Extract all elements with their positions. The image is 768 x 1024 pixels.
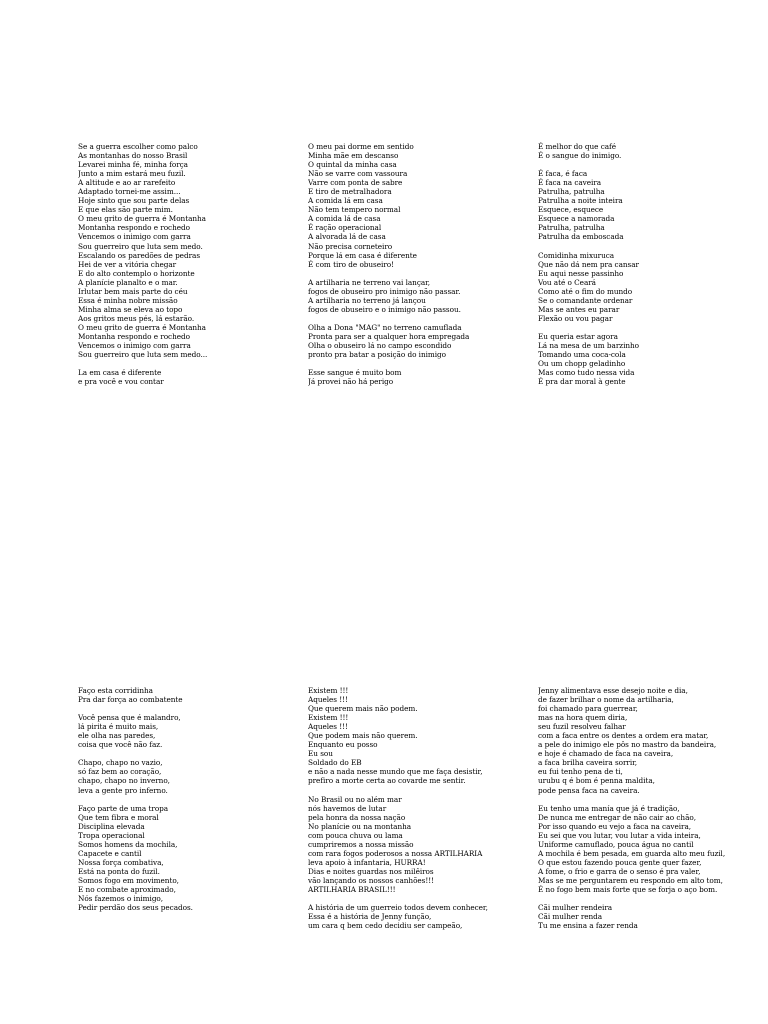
blank-line — [538, 242, 639, 251]
text-line: Somos homens da mochila, — [78, 839, 178, 849]
text-line: Está na ponta do fuzil. — [78, 866, 160, 876]
text-line: Escalando os paredões de pedras — [78, 250, 201, 260]
text-line: Mas se me perguntarem eu respondo em alto tom, — [538, 875, 723, 885]
text-line: prefiro a morte certa ao covarde me sentir. — [308, 776, 466, 786]
text-line: Se a guerra escolher como palco — [78, 142, 198, 151]
text-line: O que estou fazendo pouca gente quer fazer, — [538, 857, 702, 867]
text-line: ele olha nas paredes, — [78, 731, 156, 741]
text-line: um cara q bem cedo decidiu ser campeão, — [308, 921, 463, 931]
text-line: É com tiro de obuseiro! — [308, 259, 394, 269]
text-line: Jenny alimentava esse desejo noite e dia, — [538, 686, 688, 695]
text-line: É faca na caveira — [538, 178, 602, 188]
text-line: Olha o obuseiro lá no campo escondido — [308, 341, 452, 351]
text-line: A mochila é bem pesada, em guarda alto meu fuzil, — [538, 848, 726, 858]
text-line: Flexão ou vou pagar — [538, 313, 613, 323]
text-line: Minha mãe em descanso — [308, 151, 399, 161]
blank-line — [538, 894, 725, 903]
text-line: O quintal da minha casa — [308, 160, 397, 170]
text-line: Faço esta corridinha — [78, 686, 153, 695]
text-line: Uniforme camuflado, pouca água no cantil — [538, 839, 694, 849]
blank-line — [308, 786, 488, 795]
blank-line — [308, 894, 488, 903]
text-line: Porque lá em casa é diferente — [308, 250, 417, 260]
text-line: Esse sangue é muito bom — [308, 368, 402, 378]
text-line: urubu q é bom é penna maldita, — [538, 776, 655, 786]
text-line: E no combate aproximado, — [78, 885, 176, 895]
text-line: Você pensa que é malandro, — [78, 713, 181, 723]
text-line: Esquece a namorada — [538, 214, 615, 224]
text-line: vão lançando os nossos canhões!!! — [308, 875, 435, 885]
text-line: De nunca me entregar de não cair ao chão, — [538, 812, 696, 822]
text-line: A comida lá de casa — [308, 214, 381, 224]
text-line: Sou guerreiro que luta sem medo... — [78, 350, 208, 360]
text-line: A artilharia ne terreno vai lançar, — [308, 277, 431, 287]
text-line: Cãi mulher rendeira — [538, 903, 613, 913]
text-line: O meu pai dorme em sentido — [308, 142, 414, 151]
text-line: E do alto contemplo o horizonte — [78, 268, 195, 278]
text-line: e hoje é chamado de faca na caveira, — [538, 749, 674, 759]
text-line: Patrulha, patrulha — [538, 223, 605, 233]
blank-line — [538, 323, 639, 332]
text-line: No Brasil ou no além mar — [308, 794, 402, 804]
text-line: leva apoio à infantaria, HURRA! — [308, 857, 426, 867]
text-line: Se o comandante ordenar — [538, 295, 633, 305]
text-line: A planície planalto e o mar. — [78, 277, 178, 287]
text-line: É no fogo bem mais forte que se forja o aço bom. — [538, 885, 718, 895]
text-line: Essa é minha nobre missão — [78, 295, 178, 305]
text-line: Hoje sinto que sou parte delas — [78, 196, 190, 206]
text-line: Existem !!! — [308, 686, 349, 695]
text-line: A altitude e ao ar rarefeito — [78, 178, 176, 188]
text-line: foi chamado para guerrear, — [538, 704, 638, 714]
text-line: Que querem mais não podem. — [308, 704, 418, 714]
text-line: eu fui tenho pena de ti, — [538, 767, 623, 777]
text-line: fogos de obuseiro e o inimigo não passou. — [308, 304, 461, 314]
blank-line — [308, 269, 469, 278]
text-column-6 — [538, 686, 725, 930]
text-line: a pele do inimigo ele pôs no mastro da bandeira, — [538, 740, 717, 750]
text-line: É melhor do que café — [538, 142, 616, 151]
blank-line — [78, 795, 193, 804]
text-line: Disciplina elevada — [78, 821, 145, 831]
text-line: Minha alma se eleva ao topo — [78, 304, 183, 314]
text-line: É o sangue do inimigo. — [538, 151, 622, 161]
blank-line — [78, 749, 193, 758]
text-line: Chapo, chapo no vazio, — [78, 758, 163, 768]
text-line: O meu grito de guerra é Montanha — [78, 322, 206, 332]
text-line: Varre com ponta de sabre — [308, 178, 403, 188]
blank-line — [78, 704, 193, 713]
text-line: Irlutar bem mais parte do céu — [78, 286, 188, 296]
text-line: Hei de ver a vitória chegar — [78, 259, 177, 269]
text-line: E que elas são parte mim. — [78, 205, 173, 215]
text-line: Patrulha da emboscada — [538, 232, 624, 242]
text-line: Eu tenho uma manía que já é tradição, — [538, 803, 680, 813]
text-line: La em casa é diferente — [78, 368, 162, 378]
text-line: Sou guerreiro que luta sem medo. — [78, 241, 203, 251]
blank-line — [308, 314, 469, 323]
text-line: É pra dar moral à gente — [538, 377, 626, 387]
text-line: Tomando uma coca-cola — [538, 350, 626, 360]
blank-line — [538, 795, 725, 804]
text-line: Montanha respondo e rochedo — [78, 331, 190, 341]
text-line: Eu aqui nesse passinho — [538, 268, 624, 278]
text-line: Por isso quando eu vejo a faca na caveira, — [538, 821, 692, 831]
text-line: Pedir perdão dos seus pecados. — [78, 903, 193, 913]
text-line: Olha a Dona "MAG" no terreno camuflada — [308, 322, 462, 332]
text-line: leva a gente pro inferno. — [78, 785, 168, 795]
text-line: Essa é a história de Jenny função, — [308, 912, 432, 922]
text-line: Que podem mais não querem. — [308, 731, 418, 741]
text-line: mas na hora quem diria, — [538, 713, 628, 723]
text-line: seu fuzil resolveu falhar — [538, 722, 626, 732]
text-line: e pra você e vou contar — [78, 377, 164, 387]
text-line: A fome, o frio e garra de o senso é pra valer, — [538, 866, 701, 876]
text-line: pronto pra batar a posição do inimigo — [308, 350, 447, 360]
text-line: A comida lá em casa — [308, 196, 383, 206]
text-line: E tiro de metralhadora — [308, 187, 392, 197]
text-line: As montanhas do nosso Brasil — [78, 151, 188, 161]
blank-line — [78, 359, 207, 368]
text-column-2 — [308, 142, 469, 386]
text-line: Vencemos o inimigo com garra — [78, 232, 191, 242]
text-line: Mas como tudo nessa vida — [538, 368, 635, 378]
text-line: Não precisa corneteiro — [308, 241, 393, 251]
text-column-1 — [78, 142, 207, 386]
text-line: Aqueles !!! — [308, 695, 348, 705]
text-line: Somos fogo em movimento, — [78, 875, 179, 885]
blank-line — [538, 160, 639, 169]
text-line: Eu queria estar agora — [538, 331, 618, 341]
text-line: Adaptado tornei-me assim... — [78, 187, 181, 197]
text-line: Dias e noites guardas nos milêiros — [308, 866, 434, 876]
text-line: Patrulha, patrulha — [538, 187, 605, 197]
text-line: cumpriremos a nossa missão — [308, 839, 414, 849]
text-line: O meu grito de guerra é Montanha — [78, 214, 206, 224]
text-line: com pouca chuva ou lama — [308, 830, 403, 840]
text-line: Eu sei que vou lutar, vou lutar a vida inteira, — [538, 830, 701, 840]
text-line: Tropa operacional — [78, 830, 145, 840]
text-line: Montanha respondo e rochedo — [78, 223, 190, 233]
text-line: a faca brilha caveira sorrir, — [538, 758, 638, 768]
text-line: A artilharia no terreno já lançou — [308, 295, 426, 305]
text-line: com a faca entre os dentes a ordem era matar, — [538, 731, 709, 741]
text-line: fogos de obuseiro pro inimigo não passar. — [308, 286, 461, 296]
text-line: Não se varre com vassoura — [308, 169, 408, 179]
text-line: lá pirita é muito mais, — [78, 722, 159, 732]
text-column-5 — [308, 686, 488, 930]
text-line: Mas se antes eu parar — [538, 304, 620, 314]
text-line: Patrulha a noite inteira — [538, 196, 623, 206]
text-line: É faca, é faca — [538, 169, 588, 179]
text-line: Aos gritos meus pés, lá estarão. — [78, 313, 195, 323]
blank-line — [308, 359, 469, 368]
text-line: Já provei não há perigo — [308, 377, 394, 387]
text-line: Ou um chopp geladinho — [538, 359, 626, 369]
text-line: ARTILHARIA BRASIL!!! — [308, 885, 396, 895]
text-line: Que não dá nem pra cansar — [538, 259, 639, 269]
text-line: A alvorada lá de casa — [308, 232, 386, 242]
text-line: Levarei minha fé, minha força — [78, 160, 188, 170]
text-line: Não tem tempero normal — [308, 205, 401, 215]
text-line: Cãi mulher renda — [538, 912, 603, 922]
text-line: só faz bem ao coração, — [78, 767, 162, 777]
text-column-3 — [538, 142, 639, 386]
text-line: A história de um guerreio todos devem conhecer, — [308, 903, 488, 913]
text-line: Esquece, esquece — [538, 205, 604, 215]
text-line: Capacete e cantil — [78, 848, 142, 858]
text-line: chapo, chapo no inverno, — [78, 776, 170, 786]
text-line: Nossa força combativa, — [78, 857, 164, 867]
text-line: Enquanto eu posso — [308, 740, 378, 750]
text-line: Faço parte de uma tropa — [78, 803, 169, 813]
text-line: Vencemos o inimigo com garra — [78, 341, 191, 351]
text-line: nós havemos de lutar — [308, 803, 387, 813]
text-line: Lá na mesa de um barzinho — [538, 341, 640, 351]
text-line: e não a nada nesse mundo que me faça desistir, — [308, 767, 483, 777]
text-line: Pra dar força ao combatente — [78, 695, 183, 705]
text-line: É ração operacional — [308, 223, 382, 233]
text-line: Vou até o Ceará — [538, 277, 596, 287]
text-line: pela honra da nossa nação — [308, 812, 406, 822]
text-line: Soldado do EB — [308, 758, 362, 768]
text-line: Existem !!! — [308, 713, 349, 723]
text-line: com rara fogos poderosos a nossa ARTILHARIA — [308, 848, 483, 858]
text-line: Comidinha mixuruca — [538, 250, 615, 260]
text-line: Pronta para ser a qualquer hora empregada — [308, 331, 470, 341]
text-line: Junto a mim estará meu fuzil. — [78, 169, 186, 179]
text-line: Como até o fim do mundo — [538, 286, 633, 296]
text-line: de fazer brilhar o nome da artilharia, — [538, 695, 674, 705]
text-line: Aqueles !!! — [308, 722, 348, 732]
text-column-4 — [78, 686, 193, 912]
text-line: Eu sou — [308, 749, 333, 759]
text-line: pode pensa faca na caveira. — [538, 785, 640, 795]
text-line: Que tem fibra e moral — [78, 812, 159, 822]
text-line: No planície ou na montanha — [308, 821, 412, 831]
text-line: Nós fazemos o inimigo, — [78, 894, 164, 904]
text-line: coisa que você não faz. — [78, 740, 163, 750]
text-line: Tu me ensina a fazer renda — [538, 921, 638, 931]
